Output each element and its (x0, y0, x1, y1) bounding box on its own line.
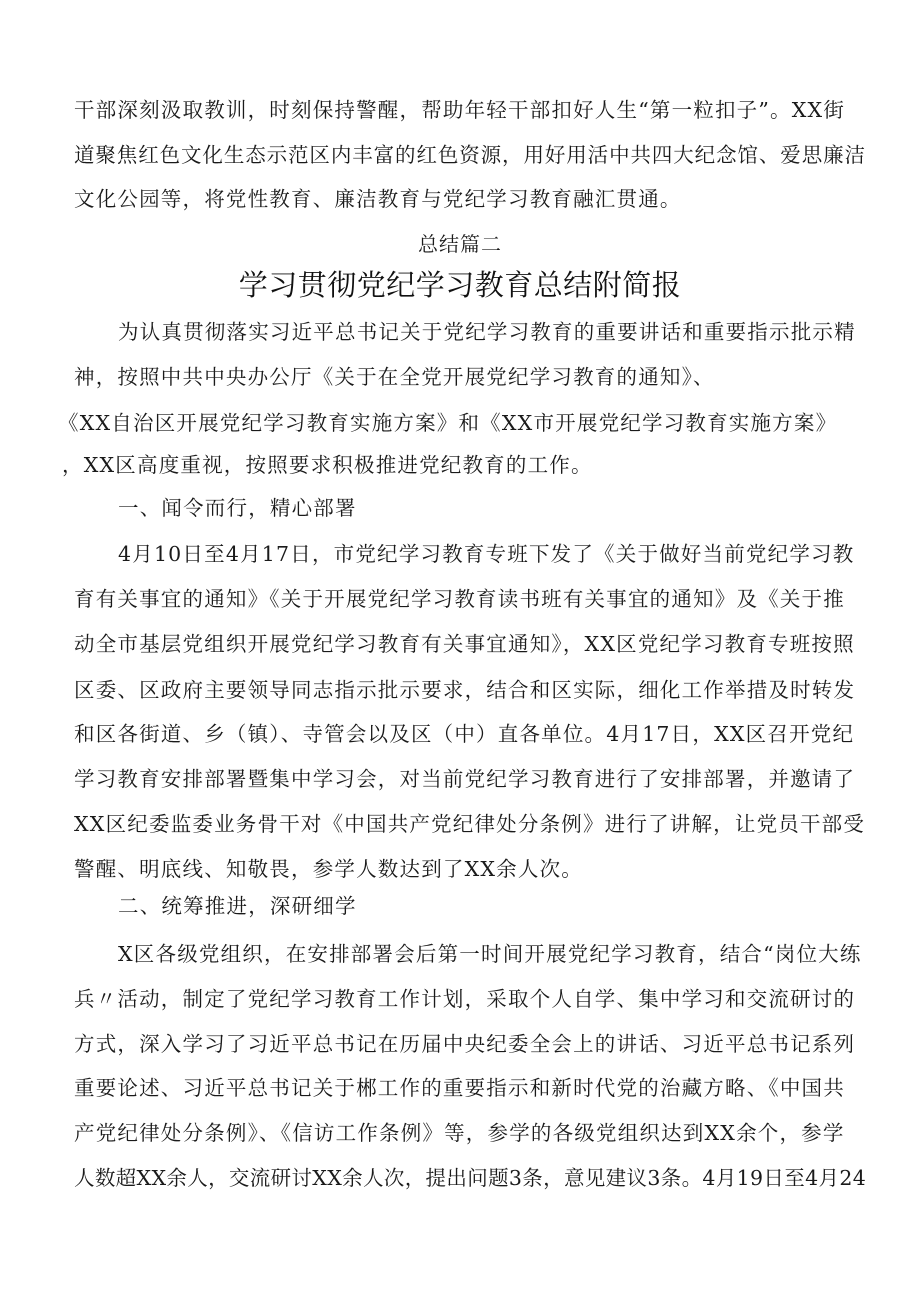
para2-line-5: 和区各街道、乡（镇）、寺管会以及区（中）直各单位。4月17日，XX区召开党纪 (74, 722, 855, 746)
para3-line-6: 人数超XX余人，交流研讨XX余人次，提出问题3条，意见建议3条。4月19日至4月24 (74, 1166, 867, 1190)
section-label: 总结篇二 (418, 232, 502, 256)
document-title: 学习贯彻党纪学习教育总结附简报 (238, 268, 682, 302)
para3-line-5: 产党纪律处分条例》、《信访工作条例》等，参学的各级党组织达到XX余个，参学 (74, 1121, 845, 1145)
heading-1: 一、闻令而行，精心部署 (118, 496, 357, 520)
intro-line-3: 文化公园等，将党性教育、廉洁教育与党纪学习教育融汇贯通。 (74, 187, 682, 211)
para2-line-2: 育有关事宜的通知》《关于开展党纪学习教育读书班有关事宜的通知》及《关于推 (74, 587, 845, 611)
heading-2: 二、统筹推进，深研细学 (118, 894, 357, 918)
para1-line-4: ，XX区高度重视，按照要求积极推进党纪教育的工作。 (62, 453, 593, 477)
para3-line-3: 方式，深入学习了习近平总书记在历届中央纪委全会上的讲话、习近平总书记系列 (74, 1032, 856, 1056)
para2-line-1: 4月10日至4月17日，市党纪学习教育专班下发了《关于做好当前党纪学习教 (118, 542, 855, 566)
para2-line-6: 学习教育安排部署暨集中学习会，对当前党纪学习教育进行了安排部署，并邀请了 (74, 767, 856, 791)
para2-line-3: 动全市基层党组织开展党纪学习教育有关事宜通知》，XX区党纪学习教育专班按照 (74, 632, 855, 656)
para1-line-2: 神，按照中共中央办公厅《关于在全党开展党纪学习教育的通知》、 (74, 365, 715, 389)
para3-line-1: X区各级党组织，在安排部署会后第一时间开展党纪学习教育，结合“岗位大练 (118, 942, 862, 966)
para1-line-1: 为认真贯彻落实习近平总书记关于党纪学习教育的重要讲话和重要指示批示精 (118, 320, 856, 344)
para3-line-4: 重要论述、习近平总书记关于郴工作的重要指示和新时代党的治藏方略、《中国共 (74, 1076, 845, 1100)
para1-line-3: 《XX自治区开展党纪学习教育实施方案》和《XX市开展党纪学习教育实施方案》 (58, 411, 838, 435)
intro-line-2: 道聚焦红色文化生态示范区内丰富的红色资源，用好用活中共四大纪念馆、爱思廉洁 (74, 143, 866, 167)
para3-line-2: 兵〃活动，制定了党纪学习教育工作计划，采取个人自学、集中学习和交流研讨的 (74, 987, 856, 1011)
para2-line-8: 警醒、明底线、知敬畏，参学人数达到了XX余人次。 (74, 857, 583, 881)
intro-line-1: 干部深刻汲取教训，时刻保持警醒，帮助年轻干部扣好人生“第一粒扣子”。XX街 (74, 98, 846, 122)
para2-line-4: 区委、区政府主要领导同志指示批示要求，结合和区实际，细化工作举措及时转发 (74, 678, 856, 702)
para2-line-7: XX区纪委监委业务骨干对《中国共产党纪律处分条例》进行了讲解，让党员干部受 (74, 812, 866, 836)
